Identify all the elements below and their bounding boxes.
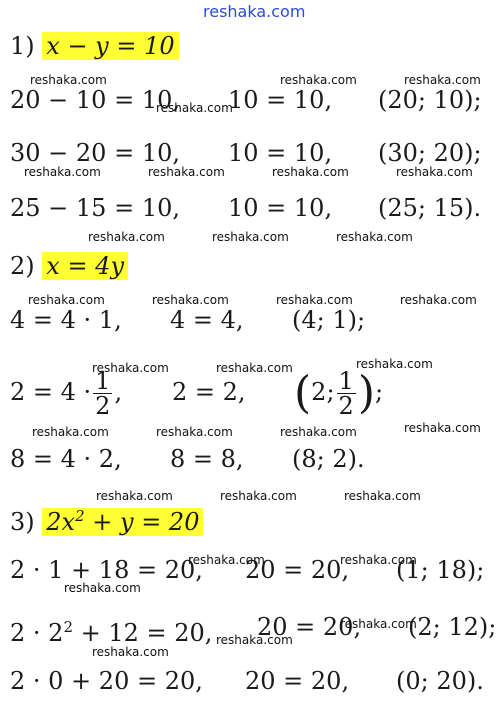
watermark: reshaka.com xyxy=(156,101,233,115)
row-1-3-mid: 10 = 10, xyxy=(228,194,333,222)
watermark: reshaka.com xyxy=(96,489,173,503)
row-2-2-right xyxy=(294,362,383,422)
section-equation: x − y = 10 xyxy=(42,32,178,60)
row-3-1-left: 2 · 1 + 18 = 20, xyxy=(10,556,203,584)
watermark: reshaka.com xyxy=(356,357,433,371)
watermark: reshaka.com xyxy=(188,553,265,567)
watermark: reshaka.com xyxy=(88,230,165,244)
watermark: reshaka.com xyxy=(32,425,109,439)
row-1-2-left: 30 − 20 = 10, xyxy=(10,139,180,167)
row-2-1-right: (4; 1); xyxy=(292,306,366,334)
watermark: reshaka.com xyxy=(280,425,357,439)
watermark: reshaka.com xyxy=(92,645,169,659)
watermark: reshaka.com xyxy=(340,617,417,631)
row-2-3-mid: 8 = 8, xyxy=(170,445,244,473)
row-3-3-right: (0; 20). xyxy=(396,667,484,695)
watermark: reshaka.com xyxy=(280,73,357,87)
right-paren: ) xyxy=(357,367,375,419)
fraction-numerator: 1 xyxy=(95,367,111,395)
watermark: reshaka.com xyxy=(404,421,481,435)
watermark: reshaka.com xyxy=(148,165,225,179)
row-2-2-prefix: 2 = 4 · xyxy=(10,378,92,406)
row-1-1-mid: 10 = 10, xyxy=(228,86,333,114)
watermark: reshaka.com xyxy=(24,165,101,179)
watermark: reshaka.com xyxy=(64,581,141,595)
watermark: reshaka.com xyxy=(212,230,289,244)
row-2-3-left: 8 = 4 · 2, xyxy=(10,445,122,473)
watermark: reshaka.com xyxy=(156,425,233,439)
row-2-1-mid: 4 = 4, xyxy=(170,306,244,334)
watermark: reshaka.com xyxy=(404,73,481,87)
row-3-2-mid: 20 = 20, xyxy=(257,613,362,641)
section-1-heading xyxy=(10,30,179,62)
watermark: reshaka.com xyxy=(340,553,417,567)
row-1-2-right: (30; 20); xyxy=(378,139,482,167)
watermark: reshaka.com xyxy=(396,165,473,179)
section-2-heading xyxy=(10,250,128,282)
fraction-numerator: 1 xyxy=(338,367,354,395)
watermark: reshaka.com xyxy=(336,230,413,244)
watermark: reshaka.com xyxy=(276,293,353,307)
watermark: reshaka.com xyxy=(216,361,293,375)
watermark: reshaka.com xyxy=(344,489,421,503)
watermark: reshaka.com xyxy=(216,633,293,647)
section-number: 1) xyxy=(10,32,35,60)
row-2-1-left: 4 = 4 · 1, xyxy=(10,306,122,334)
row-1-1-left: 20 − 10 = 10, xyxy=(10,86,180,114)
watermark: reshaka.com xyxy=(400,293,477,307)
watermark: reshaka.com xyxy=(272,165,349,179)
row-1-3-left: 25 − 15 = 10, xyxy=(10,194,180,222)
watermark: reshaka.com xyxy=(92,361,169,375)
row-3-1-right: (1; 18); xyxy=(396,556,485,584)
row-2-2-mid: 2 = 2, xyxy=(172,378,246,406)
row-3-3-left: 2 · 0 + 20 = 20, xyxy=(10,667,203,695)
section-equation: x = 4y xyxy=(42,252,128,280)
row-1-2-mid: 10 = 10, xyxy=(228,139,333,167)
section-number: 2) xyxy=(10,252,35,280)
row-2-2-comma: , xyxy=(114,378,123,406)
watermark: reshaka.com xyxy=(30,73,107,87)
fraction-denominator: 2 xyxy=(95,392,111,420)
section-equation: $2x^2 + y = 20$ xyxy=(42,508,203,536)
row-3-2-right: (2; 12); xyxy=(408,613,497,641)
fraction-denominator: 2 xyxy=(338,392,354,420)
watermark: reshaka.com xyxy=(152,293,229,307)
section-number: 3) xyxy=(10,508,35,536)
row-1-3-right: (25; 15). xyxy=(378,194,482,222)
row-3-3-mid: 20 = 20, xyxy=(245,667,350,695)
watermark: reshaka.com xyxy=(28,293,105,307)
fraction-half xyxy=(337,369,356,418)
pair-first: 2; xyxy=(311,378,335,406)
watermark: reshaka.com xyxy=(220,489,297,503)
row-2-3-right: (8; 2). xyxy=(292,445,365,473)
row-3-2-left: $2 \cdot 2^2 + 12 = 20$, xyxy=(10,618,213,647)
section-3-heading xyxy=(10,500,203,538)
row-1-1-right: (20; 10); xyxy=(378,86,482,114)
left-paren: ( xyxy=(294,367,312,419)
row-3-1-mid: 20 = 20, xyxy=(245,556,350,584)
site-header[interactable]: reshaka.com xyxy=(203,2,306,21)
pair-terminator: ; xyxy=(374,378,384,406)
fraction-half xyxy=(93,369,112,418)
